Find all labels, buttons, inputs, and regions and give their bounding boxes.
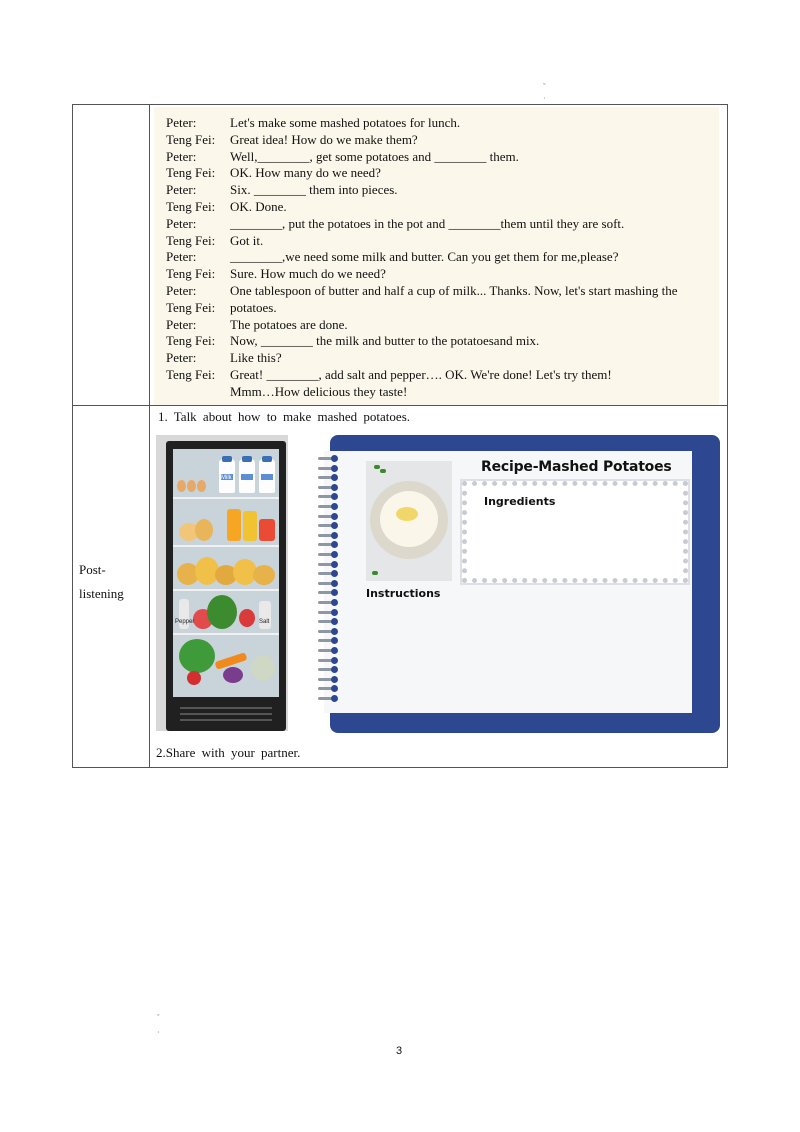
- dialogue-line: [166, 165, 719, 182]
- line-text: Mmm…How delicious they taste!: [230, 383, 408, 399]
- binding-ring: [318, 474, 340, 481]
- herb: [372, 571, 378, 575]
- binding-ring: [318, 541, 340, 548]
- binding-ring: [318, 561, 340, 568]
- speaker-name: Peter:: [166, 148, 197, 164]
- herb: [380, 469, 386, 473]
- apple: [239, 609, 255, 627]
- dialogue-line: [166, 350, 719, 367]
- binding-ring: [318, 657, 340, 664]
- speaker-name: Peter:: [166, 316, 197, 332]
- dialogue-line: [166, 300, 719, 317]
- binding-ring: [318, 455, 340, 462]
- line-text: Great! ________, add salt and pepper…. OK. We're done! Let's try them!: [230, 366, 612, 382]
- line-text: One tablespoon of butter and half a cup of milk... Thanks. Now, let's start mashing the: [230, 282, 678, 298]
- speaker-name: Peter:: [166, 215, 197, 231]
- speaker-name: Teng Fei:: [166, 232, 216, 248]
- dialogue-panel: [154, 107, 719, 405]
- dialogue-line: [166, 182, 719, 199]
- line-text: The potatoes are done.: [230, 316, 348, 332]
- binding-ring: [318, 570, 340, 577]
- line-text: Got it.: [230, 232, 264, 248]
- post-listening-label: [73, 406, 149, 606]
- page-number: 3: [396, 1045, 403, 1057]
- line-text: Like this?: [230, 350, 282, 366]
- dialogue-line: [166, 266, 719, 283]
- tomato: [187, 671, 201, 685]
- speaker-name: Peter:: [166, 350, 197, 366]
- line-text: Six. ________ them into pieces.: [230, 182, 398, 198]
- milk-bottle: [239, 459, 255, 493]
- lesson-table: [72, 104, 728, 768]
- vent: [180, 713, 272, 715]
- speaker-name: Teng Fei:: [166, 366, 216, 382]
- speaker-name: Teng Fei:: [166, 266, 216, 282]
- juice-bottle: [243, 511, 257, 541]
- milk-label: Milk: [221, 475, 232, 481]
- binding-ring: [318, 551, 340, 558]
- dialogue-line: [166, 216, 719, 233]
- line-text: Now, ________ the milk and butter to the potatoesand mix.: [230, 333, 540, 349]
- speaker-name: Peter:: [166, 115, 197, 130]
- binding-ring: [318, 493, 340, 500]
- binding-ring: [318, 609, 340, 616]
- speaker-name: [166, 384, 230, 401]
- speaker-name: Teng Fei:: [166, 165, 216, 181]
- fridge-image: [156, 435, 288, 731]
- dialogue-line: [166, 333, 719, 350]
- milk-bottle: [259, 459, 275, 493]
- dialogue-line: [166, 132, 719, 149]
- binding-ring: [318, 676, 340, 683]
- post-listening-content: [150, 406, 728, 768]
- binding-ring: [318, 628, 340, 635]
- binding-ring: [318, 695, 340, 702]
- speaker-name: Teng Fei:: [166, 198, 216, 214]
- binding-ring: [318, 580, 340, 587]
- recipe-title: Recipe-Mashed Potatoes: [481, 459, 672, 475]
- task-2: 2.Share with your partner.: [156, 745, 301, 760]
- line-text: Well,________, get some potatoes and ________ them.: [230, 148, 519, 164]
- line-text: ________,we need some milk and butter. Can you get them for me,please?: [230, 249, 619, 265]
- line-text: OK. How many do we need?: [230, 165, 381, 181]
- watermelon: [207, 595, 237, 629]
- dialogue-line: [166, 367, 719, 384]
- binding-ring: [318, 503, 340, 510]
- dialogue-line: [166, 283, 719, 300]
- speaker-name: Teng Fei:: [166, 333, 216, 349]
- binding-ring: [318, 599, 340, 606]
- egg: [177, 480, 186, 492]
- mashed-potatoes-photo: [366, 461, 452, 581]
- juice-box: [259, 519, 275, 541]
- binding-ring: [318, 618, 340, 625]
- speaker-name: Teng Fei:: [166, 299, 216, 315]
- shelf: [173, 497, 279, 499]
- binding-ring: [318, 532, 340, 539]
- binding-ring: [318, 484, 340, 491]
- shelf: [173, 545, 279, 547]
- dialogue-line: [166, 317, 719, 334]
- egg: [187, 480, 196, 492]
- line-text: Great idea! How do we make them?: [230, 131, 418, 147]
- binding-ring: [318, 465, 340, 472]
- potato: [253, 565, 275, 585]
- juice-bottle: [227, 509, 241, 541]
- speaker-name: Peter:: [166, 282, 197, 298]
- post-listening-row: [73, 406, 728, 768]
- eggplant: [223, 667, 243, 683]
- line-text: potatoes.: [230, 299, 277, 315]
- task-1: 1. Talk about how to make mashed potatoes.: [158, 409, 410, 424]
- pepper-label: Pepper: [175, 619, 195, 625]
- line-text: OK. Done.: [230, 198, 287, 214]
- line-text: ________, put the potatoes in the pot and ________them until they are soft.: [230, 215, 625, 231]
- dialogue-line: [166, 149, 719, 166]
- dialogue-line: [166, 249, 719, 266]
- binding-ring: [318, 647, 340, 654]
- binding-ring: [318, 513, 340, 520]
- line-text: Let's make some mashed potatoes for lunch.: [230, 115, 461, 130]
- fridge-body: [166, 441, 286, 731]
- vent: [180, 719, 272, 721]
- speaker-name: Peter:: [166, 249, 197, 265]
- corner-mark: ·: [157, 1028, 160, 1037]
- binding-ring: [318, 522, 340, 529]
- salt-label: Salt: [259, 619, 270, 625]
- speaker-name: Peter:: [166, 182, 197, 198]
- butter: [396, 507, 418, 521]
- shelf: [173, 633, 279, 635]
- bread: [195, 519, 213, 541]
- egg: [197, 480, 206, 492]
- label-line: listening: [79, 586, 124, 601]
- shelf: [173, 589, 279, 591]
- dialogue-line: [166, 384, 719, 401]
- vent: [180, 707, 272, 709]
- binding-ring: [318, 589, 340, 596]
- binding-ring: [318, 637, 340, 644]
- fridge-glass: [173, 449, 279, 697]
- binding-ring: [318, 685, 340, 692]
- cauliflower: [251, 655, 275, 681]
- line-text: Sure. How much do we need?: [230, 266, 386, 282]
- empty-label-cell: [73, 105, 150, 406]
- binding-ring: [318, 666, 340, 673]
- herb: [374, 465, 380, 469]
- dialogue-row: [73, 105, 728, 406]
- speaker-name: Teng Fei:: [166, 131, 216, 147]
- dialogue-cell: [150, 105, 728, 406]
- dialogue-line: [166, 199, 719, 216]
- corner-mark: ˇ: [157, 1013, 160, 1022]
- corner-mark: ˇ: [543, 82, 546, 91]
- ingredients-heading: Ingredients: [484, 495, 556, 508]
- instructions-heading: Instructions: [366, 587, 441, 600]
- label-line: Post-: [79, 562, 106, 577]
- dialogue-line: [166, 115, 719, 132]
- illustration: [156, 435, 722, 735]
- post-listening-label-cell: [73, 406, 150, 768]
- lettuce: [179, 639, 215, 673]
- dialogue-line: [166, 233, 719, 250]
- corner-mark: ·: [543, 94, 546, 103]
